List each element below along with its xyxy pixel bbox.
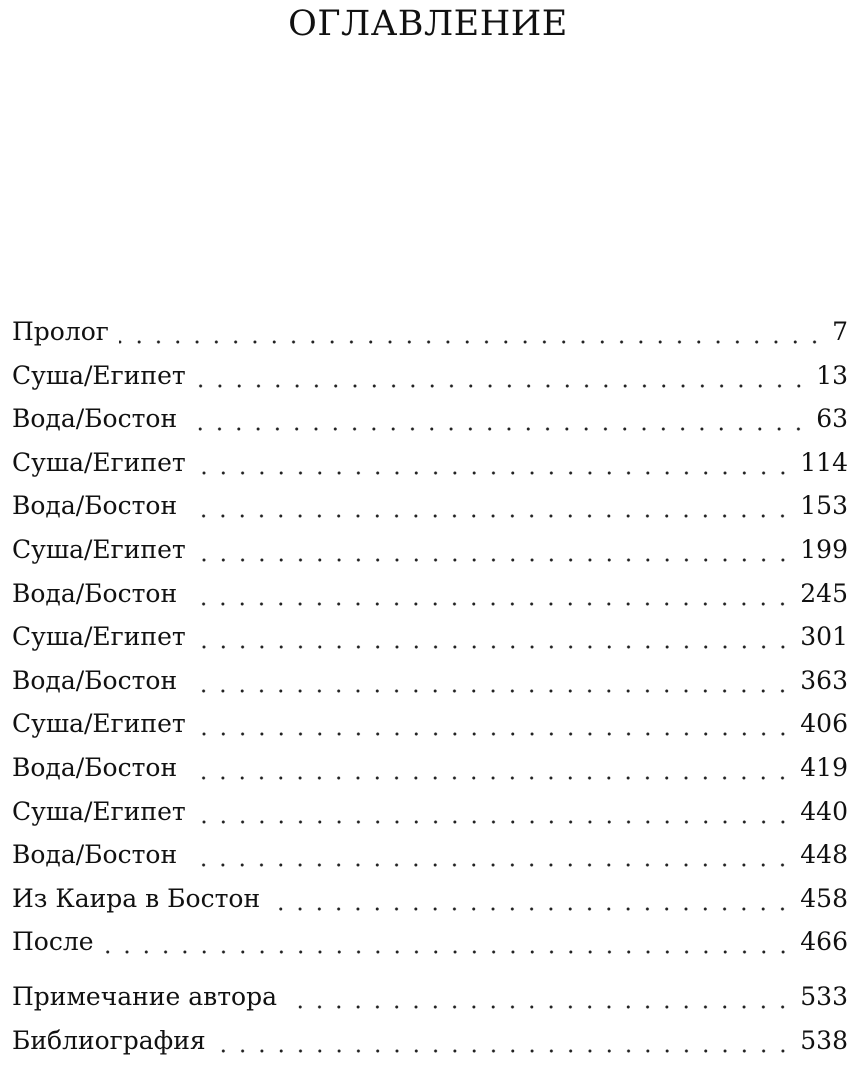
toc-entry (12, 833, 848, 877)
toc-entry (12, 659, 848, 703)
dot-leader (119, 310, 824, 354)
toc-entry-title: Примечание автора (12, 981, 277, 1011)
toc-entry (12, 572, 848, 616)
toc-entry (12, 920, 848, 964)
dot-leader (187, 572, 792, 616)
toc-group-back-matter (12, 975, 848, 1062)
toc-entry-title: Суша/Египет (12, 447, 186, 477)
dot-leader (104, 920, 793, 964)
toc-entry (12, 615, 848, 659)
toc-entry-page: 458 (800, 883, 848, 913)
toc-entry (12, 310, 848, 354)
toc-entry (12, 1019, 848, 1063)
toc-entry-page: 466 (800, 927, 848, 957)
dot-leader (270, 877, 792, 921)
toc-entry (12, 702, 848, 746)
toc-entry-title: Суша/Египет (12, 709, 186, 739)
toc-entry-title: Суша/Египет (12, 360, 186, 390)
dot-leader (196, 528, 793, 572)
toc-entry-title: Вода/Бостон (12, 665, 178, 695)
toc-entry-page: 245 (800, 578, 848, 608)
toc-entry-page: 13 (816, 360, 848, 390)
toc-entry-title: Суша/Египет (12, 796, 186, 826)
toc-entry-page: 440 (800, 796, 848, 826)
table-of-contents (12, 310, 848, 1062)
dot-leader (187, 833, 792, 877)
page-title: ОГЛАВЛЕНИЕ (288, 4, 568, 44)
dot-leader (187, 484, 792, 528)
toc-entry-title: Вода/Бостон (12, 404, 178, 434)
toc-entry-title: Библиография (12, 1025, 206, 1055)
toc-entry-title: Вода/Бостон (12, 491, 178, 521)
dot-leader (216, 1019, 793, 1063)
toc-entry-page: 7 (832, 317, 848, 346)
toc-entry-page: 63 (816, 404, 848, 434)
toc-entry-page: 406 (800, 709, 848, 739)
toc-entry-title: Из Каира в Бостон (12, 883, 261, 913)
toc-entry-page: 114 (800, 447, 848, 477)
toc-entry-page: 419 (800, 752, 848, 782)
toc-entry (12, 975, 848, 1019)
toc-entry-title: Пролог (12, 317, 109, 346)
toc-entry (12, 790, 848, 834)
toc-entry-page: 363 (800, 665, 848, 695)
toc-entry-title: Вода/Бостон (12, 578, 178, 608)
toc-entry (12, 746, 848, 790)
toc-entry-page: 448 (800, 840, 848, 870)
dot-leader (196, 441, 793, 485)
toc-entry-page: 301 (800, 622, 848, 652)
dot-leader (196, 354, 808, 398)
toc-entry-page: 153 (800, 491, 848, 521)
toc-entry-title: Вода/Бостон (12, 752, 178, 782)
dot-leader (287, 975, 792, 1019)
toc-entry (12, 877, 848, 921)
toc-entry (12, 441, 848, 485)
toc-entry-title: Суша/Египет (12, 534, 186, 564)
toc-entry-title: Вода/Бостон (12, 840, 178, 870)
toc-entry-title: После (12, 927, 94, 957)
toc-entry (12, 484, 848, 528)
dot-leader (196, 790, 793, 834)
toc-entry (12, 528, 848, 572)
dot-leader (187, 746, 792, 790)
dot-leader (196, 702, 793, 746)
toc-entry-page: 538 (800, 1025, 848, 1055)
dot-leader (196, 615, 793, 659)
toc-entry-page: 199 (800, 534, 848, 564)
toc-group-main (12, 310, 848, 964)
toc-entry (12, 397, 848, 441)
toc-entry-title: Суша/Египет (12, 622, 186, 652)
toc-entry (12, 354, 848, 398)
dot-leader (187, 397, 808, 441)
dot-leader (187, 659, 792, 703)
toc-entry-page: 533 (800, 981, 848, 1011)
